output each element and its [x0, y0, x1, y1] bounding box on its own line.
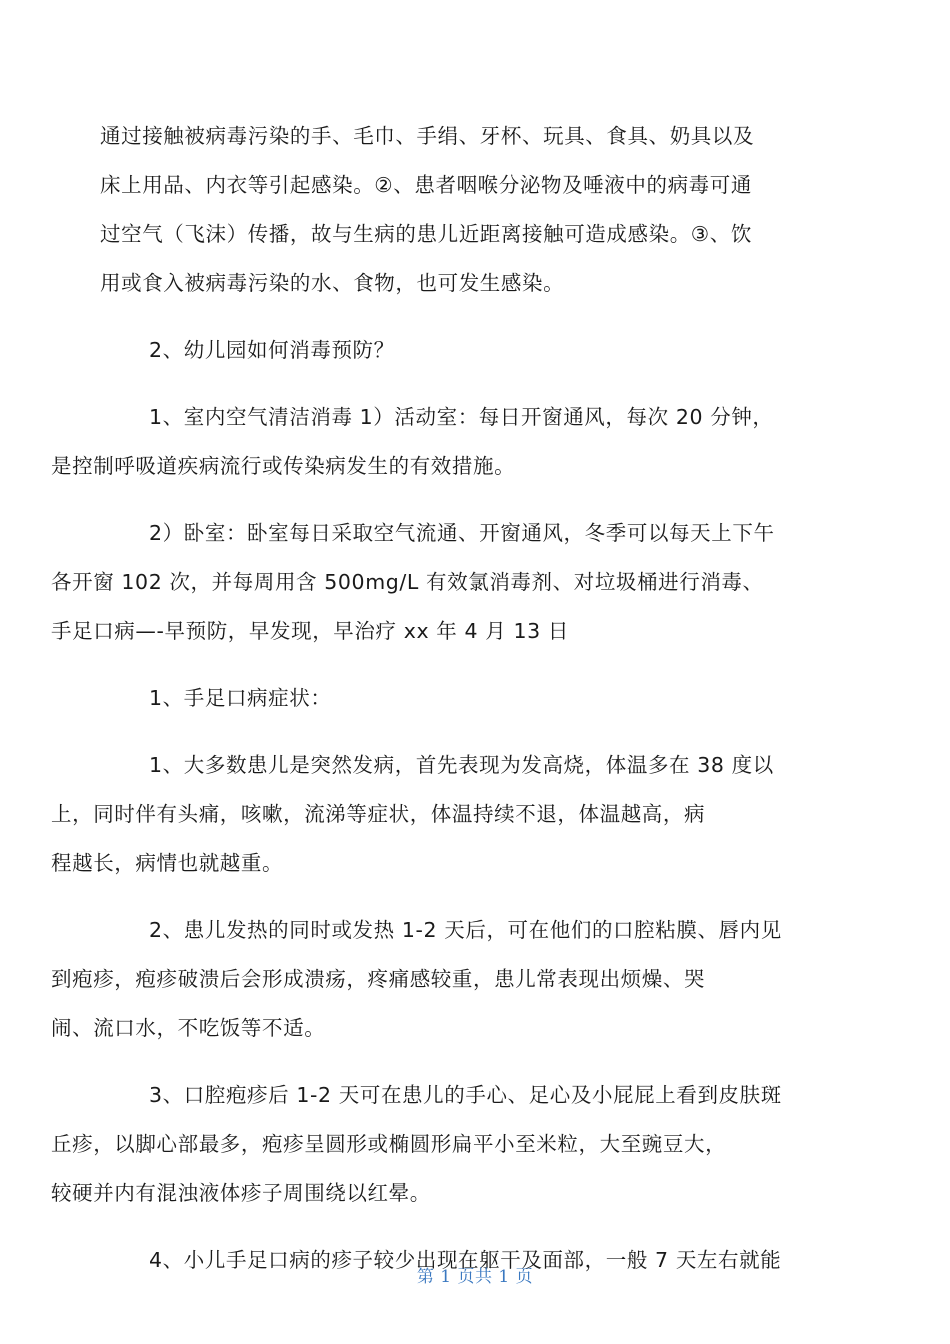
text-line: 床上用品、内衣等引起感染。②、患者咽喉分泌物及唾液中的病毒可通	[100, 173, 752, 197]
text-line: 3、口腔疱疹后 1-2 天可在患儿的手心、足心及小屁屁上看到皮肤斑	[149, 1083, 782, 1107]
text-line: 较硬并内有混浊液体疹子周围绕以红晕。	[51, 1181, 431, 1205]
text-line: 各开窗 102 次，并每周用含 500mg/L 有效氯消毒剂、对垃圾桶进行消毒、	[51, 570, 764, 594]
paragraph-symptom-3	[51, 1071, 855, 1218]
text-line: 1、室内空气清洁消毒 1）活动室：每日开窗通风，每次 20 分钟，	[149, 405, 774, 429]
text-line: 到疱疹，疱疹破溃后会形成溃疡，疼痛感较重，患儿常表现出烦燥、哭	[51, 967, 706, 991]
text-line: 用或食入被病毒污染的水、食物，也可发生感染。	[100, 271, 565, 295]
heading-kindergarten-disinfection	[100, 326, 855, 375]
text-line: 2、患儿发热的同时或发热 1-2 天后，可在他们的口腔粘膜、唇内见	[149, 918, 782, 942]
paragraph-symptom-2	[51, 906, 855, 1053]
text-line: 是控制呼吸道疾病流行或传染病发生的有效措施。	[51, 454, 516, 478]
text-line: 2）卧室：卧室每日采取空气流通、开窗通风，冬季可以每天上下午	[149, 521, 775, 545]
paragraph-symptom-1	[51, 741, 855, 888]
document-body	[51, 112, 855, 1285]
text-line: 1、手足口病症状：	[149, 686, 332, 710]
text-line: 通过接触被病毒污染的手、毛巾、手绢、牙杯、玩具、食具、奶具以及	[100, 124, 755, 148]
paragraph-indoor-air	[51, 393, 855, 491]
text-line: 手足口病—-早预防，早发现，早治疗 xx 年 4 月 13 日	[51, 619, 569, 643]
paragraph-transmission	[100, 112, 855, 308]
text-line: 2、幼儿园如何消毒预防？	[149, 338, 395, 362]
text-line: 4、小儿手足口病的疹子较少出现在躯干及面部，一般 7 天左右就能	[149, 1248, 782, 1272]
text-line: 闹、流口水，不吃饭等不适。	[51, 1016, 326, 1040]
text-line: 程越长，病情也就越重。	[51, 851, 284, 875]
page-number-footer: 第 1 页共 1 页	[416, 1267, 534, 1287]
text-line: 1、大多数患儿是突然发病，首先表现为发高烧，体温多在 38 度以	[149, 753, 774, 777]
text-line: 过空气（飞沫）传播，故与生病的患儿近距离接触可造成感染。③、饮	[100, 222, 752, 246]
heading-symptoms	[100, 674, 855, 723]
paragraph-bedroom	[51, 509, 855, 656]
text-line: 上，同时伴有头痛，咳嗽，流涕等症状，体温持续不退，体温越高，病	[51, 802, 706, 826]
text-line: 丘疹，以脚心部最多，疱疹呈圆形或椭圆形扁平小至米粒，大至豌豆大，	[51, 1132, 727, 1156]
